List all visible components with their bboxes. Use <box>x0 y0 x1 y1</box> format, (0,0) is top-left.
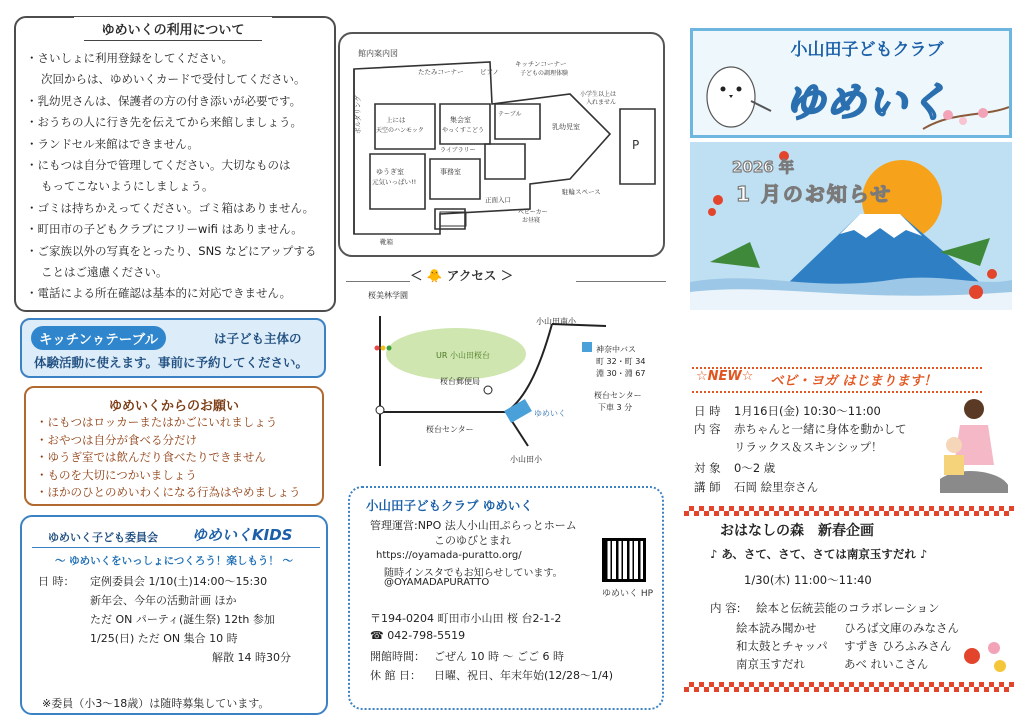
contact-title: 小山田子どもクラブ ゆめいく <box>366 498 533 513</box>
usage-rules-title: ゆめいくの利用について <box>74 17 272 41</box>
map-label: 子どもの調理体験 <box>520 70 569 77</box>
instagram-note: 随時インスタでもお知らせしています。 <box>384 568 563 579</box>
baby-yoga-title: ベビ・ヨガ はじまります！ <box>770 373 937 389</box>
target: 0～2 歳 <box>734 461 776 475</box>
usage-rules-list <box>26 48 332 305</box>
closed-days: 日曜、祝日、年末年始(12/28～1/4) <box>434 669 613 682</box>
map-label: 小山田小 <box>510 455 542 464</box>
story-performer: すずき ひろふみさん <box>844 639 952 653</box>
map-label: UR 小山田桜台 <box>436 351 490 360</box>
qr-label: ゆめいく HP <box>602 589 654 599</box>
requests-list <box>36 414 301 502</box>
traffic-light-icon <box>375 346 380 351</box>
kids-subtitle: ～ ゆめいくをいっしょにつくろう！楽しもう！ ～ <box>54 555 294 567</box>
map-label: お昼寝 <box>522 217 541 224</box>
story-content-label: 内 容: <box>710 601 741 615</box>
list-item: ・ 乳幼児さんは、保護者の方の付き添いが必要です。 <box>26 91 332 112</box>
usage-rules-box <box>14 16 336 312</box>
list-item: ・ ご家族以外の写真をとったり、SNS などにアップする ことはご遠慮ください。 <box>26 241 332 284</box>
map-label: ライブラリー <box>440 147 476 154</box>
instagram-id[interactable]: @OYAMADAPURATTO <box>384 577 490 588</box>
bus-icon <box>582 342 592 352</box>
qr-code <box>602 538 646 582</box>
kids-committee-label: ゆめいく子ども委員会 <box>48 531 158 544</box>
baby-yoga-section <box>690 365 1012 500</box>
map-label: ベビーカー <box>518 209 548 216</box>
post-office-icon <box>484 386 492 394</box>
story-item: 南京玉すだれ <box>736 657 805 671</box>
map-label: 小山田南小 <box>536 317 576 326</box>
address: 〒194-0204 町田市小山田 桜 台2-1-2 <box>370 612 562 625</box>
story-item: 和太鼓とチャッパ <box>736 639 828 653</box>
map-label: 正面入口 <box>485 196 511 204</box>
map-title: 館内案内図 <box>358 49 398 58</box>
list-item: ・ ほかのひとのめいわくになる行為はやめましょう <box>36 484 301 502</box>
content: リラックス＆スキンシップ！ <box>734 440 883 454</box>
map-label: 入れません <box>586 99 617 106</box>
floor-map <box>338 32 665 257</box>
new-badge: ☆NEW☆ <box>696 369 754 384</box>
notice-title: 1 月のお知らせ <box>736 182 893 206</box>
content: 赤ちゃんと一緒に身体を動かして <box>734 422 907 436</box>
hours-label: 開館時間： <box>370 650 425 663</box>
date-label: 日 時 <box>694 404 721 418</box>
map-label: テーブル <box>498 111 522 118</box>
bus-line: 神奈中バス <box>596 345 636 354</box>
story-forest-section <box>684 506 1014 716</box>
kitchen-table-box <box>20 318 326 378</box>
map-label: 事務室 <box>440 168 461 176</box>
list-item: ・ ものを大切につかいましょう <box>36 467 301 485</box>
kids-line: 解散 14 時30分 <box>212 651 291 664</box>
story-item: 絵本読み聞かせ <box>736 621 817 635</box>
list-item: ・ 町田市の子どもクラブにフリーwifi はありません。 <box>26 219 332 240</box>
list-item: ・ にもつは自分で管理してください。大切なものは もってこないようにしましょう。 <box>26 155 332 198</box>
map-label: 駐輪スペース <box>562 188 601 196</box>
checker-border <box>684 682 1014 692</box>
story-performer: あべ れいこさん <box>844 657 929 671</box>
closed-label: 休 館 日： <box>370 669 421 682</box>
kids-name: ゆめいくKIDS <box>192 526 293 544</box>
map-label: 集会室 <box>450 116 471 124</box>
operator: 管理運営:NPO 法人小山田ぷらっとホーム <box>370 519 577 532</box>
traffic-light-icon <box>381 346 386 351</box>
divider <box>346 281 410 282</box>
target-label: 対 象 <box>694 461 721 475</box>
map-label: 上には <box>386 116 406 124</box>
map-label: ピアノ <box>480 68 499 76</box>
kitchen-table-tag: キッチンゥテーブル <box>31 326 166 350</box>
club-logo-text: ゆめいく <box>785 80 949 126</box>
story-content: 絵本と伝統芸能のコラボレーション <box>756 601 940 615</box>
map-label: 桜台郵便局 <box>440 377 480 386</box>
map-label: ゆうぎ室 <box>376 168 404 176</box>
map-label: 乳幼児室 <box>552 123 580 131</box>
access-map <box>356 286 666 476</box>
kitchen-table-text: は子ども主体の <box>214 331 302 346</box>
website-link[interactable]: https://oyamada-puratto.org/ <box>376 550 522 561</box>
list-item: ・ ランドセル来館はできません。 <box>26 134 332 155</box>
map-label: キッチンコーナー <box>515 60 567 68</box>
notice-banner <box>690 142 1012 310</box>
club-name: 小山田子どもクラブ <box>790 40 944 60</box>
kids-note: ※委員（小3～18歳）は随時募集しています。 <box>42 697 270 710</box>
operator-sub: このゆびとまれ <box>434 534 511 547</box>
map-label: ゆめいく <box>534 409 566 418</box>
teacher-label: 講 師 <box>694 480 721 494</box>
list-item: ・ おやつは自分が食べる分だけ <box>36 432 301 450</box>
kitchen-table-text: 体験活動に使えます。事前に予約してください。 <box>34 355 309 370</box>
story-song: ♪ あ、さて、さて、さては南京玉すだれ ♪ <box>710 547 928 561</box>
kids-line: 定例委員会 1/10(土)14:00～15:30 <box>90 575 268 588</box>
kids-line: 新年会、今年の活動計画 ほか <box>90 594 237 607</box>
intersection-icon <box>376 406 384 414</box>
bus-route: 淵 30・淵 67 <box>596 369 646 378</box>
story-performer: ひろば文庫のみなさん <box>844 621 959 635</box>
map-label: 天空のハンモック <box>376 127 424 134</box>
notice-year: 2026 年 <box>732 158 794 176</box>
floor-map-drawing <box>340 34 667 259</box>
teacher: 石岡 絵里奈さん <box>734 480 819 494</box>
map-label: 靴箱 <box>380 238 393 246</box>
list-item: ・ ゴミは持ちかえってください。ゴミ箱はありません。 <box>26 198 332 219</box>
list-item: ・ にもつはロッカーまたはかごにいれましょう <box>36 414 301 432</box>
map-label: 桜美林学園 <box>368 291 408 300</box>
traffic-light-icon <box>387 346 392 351</box>
map-label: 小学生以上は <box>580 91 617 98</box>
requests-title: ゆめいくからのお願い <box>108 399 239 414</box>
kids-line: ただ ON パーティ(誕生祭) 12th 参加 <box>90 613 275 626</box>
access-map-drawing <box>356 286 666 476</box>
map-label: ボルダリング <box>354 95 362 134</box>
divider <box>576 281 666 282</box>
hours: ごぜん 10 時 ～ ごご 6 時 <box>434 650 564 663</box>
list-item: ・ ゆうぎ室では飲んだり食べたりできません <box>36 449 301 467</box>
parking-label: P <box>632 138 640 152</box>
list-item: ・ さいしょに利用登録をしてください。 次回からは、ゆめいくカードで受付してください。 <box>26 48 332 91</box>
map-label: たたみコーナー <box>418 68 464 76</box>
bus-route: 町 32・町 34 <box>596 357 646 366</box>
map-label: やっくすこどう <box>442 127 485 134</box>
phone: ☎ 042-798-5519 <box>370 629 466 642</box>
header-banner <box>690 28 1012 138</box>
mother-baby-illustration <box>930 395 1010 495</box>
contact-box <box>348 486 664 710</box>
story-title: おはなしの森 新春企画 <box>720 523 874 539</box>
kids-line: 1/25(日) ただ ON 集合 10 時 <box>90 632 238 645</box>
map-label: 元気いっぱい!! <box>372 178 417 186</box>
checker-border <box>684 506 1014 516</box>
access-title: ＜ 🐥 アクセス ＞ <box>410 268 514 283</box>
bus-stop: 桜台センター <box>594 391 642 400</box>
map-label: 桜台センター <box>426 425 474 434</box>
kids-committee-box <box>20 515 328 715</box>
requests-box <box>24 386 324 506</box>
plum-blossom-decoration <box>952 636 1012 676</box>
bus-walk: 下車 3 分 <box>598 403 633 412</box>
content-label: 内 容 <box>694 422 721 436</box>
date: 1月16日(金) 10:30～11:00 <box>734 404 881 418</box>
list-item: ・ 電話による所在確認は基本的に対応できません。 <box>26 283 332 304</box>
story-date: 1/30(木) 11:00～11:40 <box>744 573 872 587</box>
list-item: ・ おうちの人に行き先を伝えてから来館しましょう。 <box>26 112 332 133</box>
kids-date-label: 日 時： <box>38 575 75 588</box>
